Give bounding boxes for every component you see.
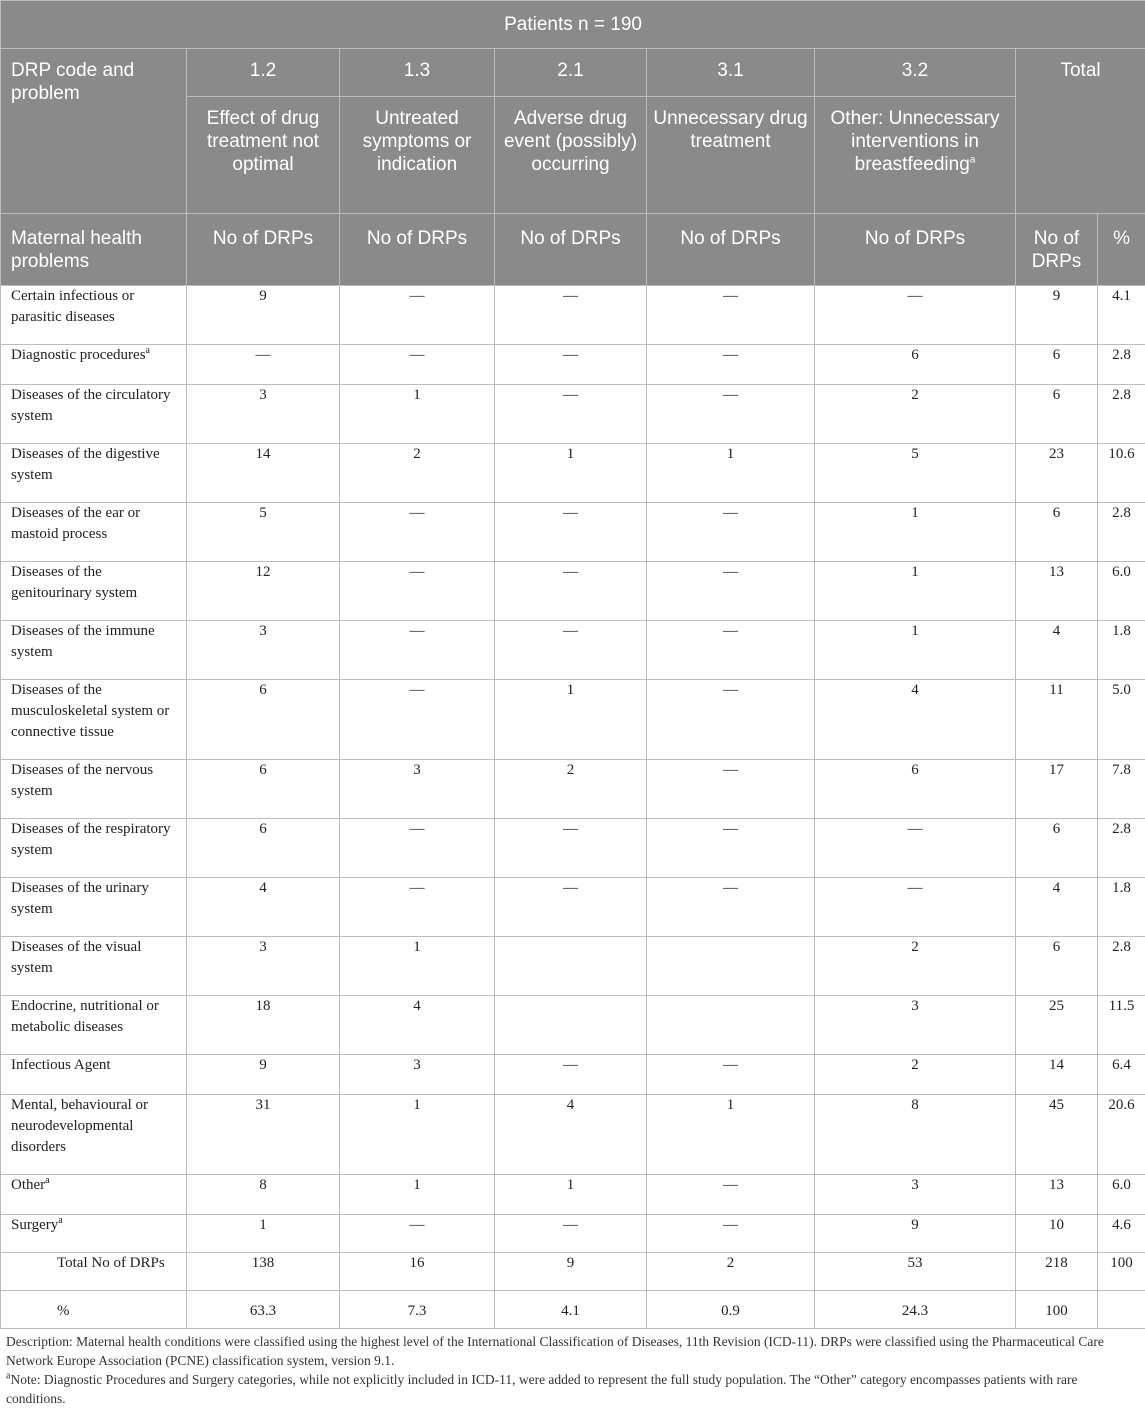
- total-count-cell: 6: [1016, 937, 1098, 996]
- drp-count-cell: —: [495, 621, 647, 680]
- condition-name: Diseases of the genitourinary system: [11, 564, 138, 601]
- drp-count-cell: 2: [340, 444, 495, 503]
- drp-count-cell: 3: [815, 996, 1016, 1055]
- drp-count-cell: —: [647, 1055, 815, 1095]
- total-count-cell: 17: [1016, 760, 1098, 819]
- total-pct-cell: 2.8: [1098, 345, 1145, 385]
- condition-name-cell: [1, 562, 187, 621]
- drp-count-cell: 2: [815, 385, 1016, 444]
- drp-count-cell: —: [340, 819, 495, 878]
- drp-code-header: DRP code and problem: [1, 49, 187, 214]
- total-count-cell: 25: [1016, 996, 1098, 1055]
- drp-count-cell: 3: [187, 937, 340, 996]
- pct-row-label: %: [1, 1291, 187, 1329]
- condition-name: Diseases of the musculoskeletal system or connective tissue: [11, 682, 170, 740]
- drp-count-cell: —: [495, 1055, 647, 1095]
- drp-count-cell: 8: [187, 1175, 340, 1215]
- problem-header-1: Effect of drug treatment not optimal: [187, 97, 340, 214]
- code-header-3: 2.1: [495, 49, 647, 97]
- table-row: [1, 562, 1145, 621]
- condition-name-cell: [1, 1215, 187, 1253]
- condition-name-cell: [1, 996, 187, 1055]
- table-row: [1, 1095, 1145, 1175]
- drp-count-cell: 14: [187, 444, 340, 503]
- pct-row-total-cell: 100: [1016, 1291, 1098, 1329]
- drp-count-cell: —: [647, 760, 815, 819]
- drp-count-cell: 1: [815, 562, 1016, 621]
- total-pct-cell: 2.8: [1098, 385, 1145, 444]
- condition-name: Surgery: [11, 1217, 59, 1233]
- problem-header-5-footnote: a: [969, 154, 976, 166]
- condition-name: Mental, behavioural or neurodevelopmental disorders: [11, 1097, 149, 1155]
- table-row: [1, 1175, 1145, 1215]
- drp-count-cell: 2: [495, 760, 647, 819]
- table-row: [1, 444, 1145, 503]
- pct-row-value-cell: 4.1: [495, 1291, 647, 1329]
- drp-count-cell: —: [647, 1215, 815, 1253]
- drp-count-cell: —: [340, 621, 495, 680]
- footnote-marker: a: [58, 1215, 63, 1226]
- drp-count-cell: 3: [815, 1175, 1016, 1215]
- drp-count-cell: —: [340, 878, 495, 937]
- drp-count-cell: 5: [815, 444, 1016, 503]
- drp-count-cell: —: [495, 503, 647, 562]
- code-header-2: 1.3: [340, 49, 495, 97]
- drp-count-cell: 6: [187, 680, 340, 760]
- table-row: [1, 819, 1145, 878]
- drp-count-cell: 1: [495, 1175, 647, 1215]
- table-row: [1, 345, 1145, 385]
- total-pct-cell: 4.1: [1098, 286, 1145, 345]
- drps-header-2: No of DRPs: [340, 214, 495, 286]
- drp-count-cell: [647, 937, 815, 996]
- total-row: [1, 1253, 1145, 1291]
- condition-name-cell: [1, 444, 187, 503]
- condition-name-cell: [1, 937, 187, 996]
- drp-count-cell: 8: [815, 1095, 1016, 1175]
- drp-count-cell: —: [647, 1175, 815, 1215]
- condition-name-cell: [1, 345, 187, 385]
- table-row: [1, 621, 1145, 680]
- drp-count-cell: 9: [815, 1215, 1016, 1253]
- condition-name: Other: [11, 1177, 46, 1193]
- total-pct-cell: 2.8: [1098, 937, 1145, 996]
- pct-row-value-cell: 0.9: [647, 1291, 815, 1329]
- condition-name-cell: [1, 1175, 187, 1215]
- total-pct-cell: 7.8: [1098, 760, 1145, 819]
- drp-count-cell: [495, 996, 647, 1055]
- table-row: [1, 286, 1145, 345]
- problem-header-3: Adverse drug event (possibly) occurring: [495, 97, 647, 214]
- drp-count-cell: 1: [815, 621, 1016, 680]
- condition-name: Diseases of the urinary system: [11, 880, 149, 917]
- condition-name-cell: [1, 286, 187, 345]
- drp-count-cell: 2: [815, 1055, 1016, 1095]
- drp-count-cell: 1: [495, 680, 647, 760]
- drp-count-cell: —: [495, 878, 647, 937]
- drp-count-cell: —: [815, 878, 1016, 937]
- drp-count-cell: 4: [815, 680, 1016, 760]
- drp-count-cell: —: [647, 819, 815, 878]
- pct-row-value-cell: 7.3: [340, 1291, 495, 1329]
- drps-header-4: No of DRPs: [647, 214, 815, 286]
- problem-header-5-text: Other: Unnecessary interventions in breastfeeding: [830, 108, 1000, 175]
- total-row-value-cell: 2: [647, 1253, 815, 1291]
- table-row: [1, 760, 1145, 819]
- total-row-value-cell: 16: [340, 1253, 495, 1291]
- total-count-cell: 4: [1016, 878, 1098, 937]
- total-count-cell: 13: [1016, 562, 1098, 621]
- condition-name: Endocrine, nutritional or metabolic diseases: [11, 998, 159, 1035]
- condition-name: Diseases of the immune system: [11, 623, 155, 660]
- condition-name: Diseases of the digestive system: [11, 446, 160, 483]
- total-header: Total: [1016, 49, 1145, 214]
- condition-name-cell: [1, 819, 187, 878]
- table-row: [1, 680, 1145, 760]
- total-pct-cell: 2.8: [1098, 503, 1145, 562]
- drp-count-cell: 1: [647, 444, 815, 503]
- table-row: [1, 385, 1145, 444]
- total-row-value-cell: 9: [495, 1253, 647, 1291]
- footnote-a: [6, 1370, 1136, 1408]
- total-row-value-cell: 138: [187, 1253, 340, 1291]
- total-row-pct-cell: 100: [1098, 1253, 1145, 1291]
- total-pct-cell: 10.6: [1098, 444, 1145, 503]
- code-header-5: 3.2: [815, 49, 1016, 97]
- drp-count-cell: —: [647, 878, 815, 937]
- drp-count-cell: 3: [187, 385, 340, 444]
- drp-count-cell: [647, 996, 815, 1055]
- drp-count-cell: 4: [495, 1095, 647, 1175]
- drp-count-cell: 6: [815, 760, 1016, 819]
- total-pct-cell: 1.8: [1098, 621, 1145, 680]
- pct-header: %: [1098, 214, 1145, 286]
- drp-count-cell: —: [647, 680, 815, 760]
- condition-name-cell: [1, 680, 187, 760]
- problem-header-4: Unnecessary drug treatment: [647, 97, 815, 214]
- drp-count-cell: —: [340, 503, 495, 562]
- pct-row-value-cell: 63.3: [187, 1291, 340, 1329]
- drp-count-cell: —: [815, 286, 1016, 345]
- total-drps-header: No of DRPs: [1016, 214, 1098, 286]
- drp-count-cell: —: [815, 819, 1016, 878]
- drp-count-cell: 9: [187, 1055, 340, 1095]
- total-pct-cell: 11.5: [1098, 996, 1145, 1055]
- drp-count-cell: —: [647, 286, 815, 345]
- drp-count-cell: —: [647, 621, 815, 680]
- drp-count-cell: 2: [815, 937, 1016, 996]
- footnote-marker: a: [45, 1175, 50, 1186]
- total-pct-cell: 20.6: [1098, 1095, 1145, 1175]
- total-pct-cell: 6.0: [1098, 562, 1145, 621]
- code-header-1: 1.2: [187, 49, 340, 97]
- total-count-cell: 6: [1016, 819, 1098, 878]
- total-count-cell: 11: [1016, 680, 1098, 760]
- table-row: [1, 878, 1145, 937]
- drp-count-cell: 9: [187, 286, 340, 345]
- code-header-4: 3.1: [647, 49, 815, 97]
- drp-count-cell: 1: [187, 1215, 340, 1253]
- footnote-marker: a: [145, 345, 150, 356]
- condition-name: Certain infectious or parasitic diseases: [11, 288, 135, 325]
- table-row: [1, 503, 1145, 562]
- total-row-label: Total No of DRPs: [1, 1253, 187, 1291]
- total-count-cell: 6: [1016, 503, 1098, 562]
- total-pct-cell: 6.4: [1098, 1055, 1145, 1095]
- problem-header-2: Untreated symptoms or indication: [340, 97, 495, 214]
- condition-name-cell: [1, 1095, 187, 1175]
- table-row: [1, 937, 1145, 996]
- total-count-cell: 6: [1016, 345, 1098, 385]
- drp-count-cell: 3: [187, 621, 340, 680]
- description-note: Description: Maternal health conditions were classified using the highest level of the International Classification of Diseases, 11th Revision (ICD-11). DRPs were classified using the Pharmaceutical Care Network Europe Association (PCNE) classification system, version 9.1.: [6, 1334, 1104, 1368]
- drp-count-cell: —: [340, 286, 495, 345]
- drp-count-cell: —: [495, 345, 647, 385]
- condition-name-cell: [1, 503, 187, 562]
- problem-header-5: [815, 97, 1016, 214]
- total-pct-cell: 6.0: [1098, 1175, 1145, 1215]
- drp-count-cell: —: [495, 1215, 647, 1253]
- drp-count-cell: 5: [187, 503, 340, 562]
- drp-count-cell: 4: [340, 996, 495, 1055]
- condition-name: Diseases of the nervous system: [11, 762, 154, 799]
- condition-name: Diseases of the respiratory system: [11, 821, 171, 858]
- table-notes: [6, 1332, 1136, 1408]
- total-count-cell: 23: [1016, 444, 1098, 503]
- pct-row: [1, 1291, 1145, 1329]
- drp-count-cell: 3: [340, 1055, 495, 1095]
- total-pct-cell: 2.8: [1098, 819, 1145, 878]
- drp-count-cell: —: [340, 562, 495, 621]
- drps-header-5: No of DRPs: [815, 214, 1016, 286]
- condition-name: Infectious Agent: [11, 1057, 111, 1073]
- maternal-header: Maternal health problems: [1, 214, 187, 286]
- total-row-value-cell: 53: [815, 1253, 1016, 1291]
- drp-count-cell: 6: [815, 345, 1016, 385]
- drp-count-cell: 4: [187, 878, 340, 937]
- condition-name: Diseases of the ear or mastoid process: [11, 505, 141, 542]
- drp-count-cell: 1: [340, 1175, 495, 1215]
- table-row: [1, 996, 1145, 1055]
- condition-name-cell: [1, 760, 187, 819]
- pct-row-value-cell: 24.3: [815, 1291, 1016, 1329]
- condition-name-cell: [1, 878, 187, 937]
- total-pct-cell: 4.6: [1098, 1215, 1145, 1253]
- drp-count-cell: 6: [187, 819, 340, 878]
- footnote-a-text: Note: Diagnostic Procedures and Surgery categories, while not explicitly included in ICD-11, were added to represent the full study population. The “Other” category encompasses patients with rare conditions.: [6, 1372, 1078, 1406]
- table-row: [1, 1055, 1145, 1095]
- drp-count-cell: —: [187, 345, 340, 385]
- total-count-cell: 6: [1016, 385, 1098, 444]
- total-count-cell: 4: [1016, 621, 1098, 680]
- drp-count-cell: 1: [340, 385, 495, 444]
- drp-count-cell: —: [340, 345, 495, 385]
- drp-count-cell: —: [647, 385, 815, 444]
- total-pct-cell: 1.8: [1098, 878, 1145, 937]
- condition-name: Diseases of the circulatory system: [11, 387, 171, 424]
- condition-name-cell: [1, 1055, 187, 1095]
- pct-row-pct-cell: [1098, 1291, 1145, 1329]
- drp-count-cell: 31: [187, 1095, 340, 1175]
- drp-count-cell: —: [647, 503, 815, 562]
- drp-count-cell: 12: [187, 562, 340, 621]
- drp-count-cell: —: [495, 562, 647, 621]
- drp-count-cell: 1: [495, 444, 647, 503]
- drp-count-cell: [495, 937, 647, 996]
- drp-count-cell: 3: [340, 760, 495, 819]
- total-pct-cell: 5.0: [1098, 680, 1145, 760]
- drp-count-cell: 1: [815, 503, 1016, 562]
- total-count-cell: 9: [1016, 286, 1098, 345]
- drp-count-cell: —: [340, 680, 495, 760]
- condition-name-cell: [1, 385, 187, 444]
- condition-name: Diseases of the visual system: [11, 939, 142, 976]
- drp-count-cell: —: [495, 819, 647, 878]
- condition-name-cell: [1, 621, 187, 680]
- drp-count-cell: —: [495, 385, 647, 444]
- drp-count-cell: —: [647, 345, 815, 385]
- total-count-cell: 45: [1016, 1095, 1098, 1175]
- drp-count-cell: 1: [340, 937, 495, 996]
- table-row: [1, 1215, 1145, 1253]
- patients-header: Patients n = 190: [1, 1, 1145, 49]
- drp-count-cell: —: [340, 1215, 495, 1253]
- drp-count-cell: 18: [187, 996, 340, 1055]
- drp-count-cell: —: [495, 286, 647, 345]
- total-count-cell: 14: [1016, 1055, 1098, 1095]
- drp-count-cell: —: [647, 562, 815, 621]
- drps-header-3: No of DRPs: [495, 214, 647, 286]
- total-count-cell: 10: [1016, 1215, 1098, 1253]
- drp-count-cell: 6: [187, 760, 340, 819]
- drps-header-1: No of DRPs: [187, 214, 340, 286]
- drp-count-cell: 1: [647, 1095, 815, 1175]
- footnote-a-mark: a: [6, 1370, 11, 1382]
- total-count-cell: 13: [1016, 1175, 1098, 1215]
- total-row-total-cell: 218: [1016, 1253, 1098, 1291]
- condition-name: Diagnostic procedures: [11, 347, 146, 363]
- drp-count-cell: 1: [340, 1095, 495, 1175]
